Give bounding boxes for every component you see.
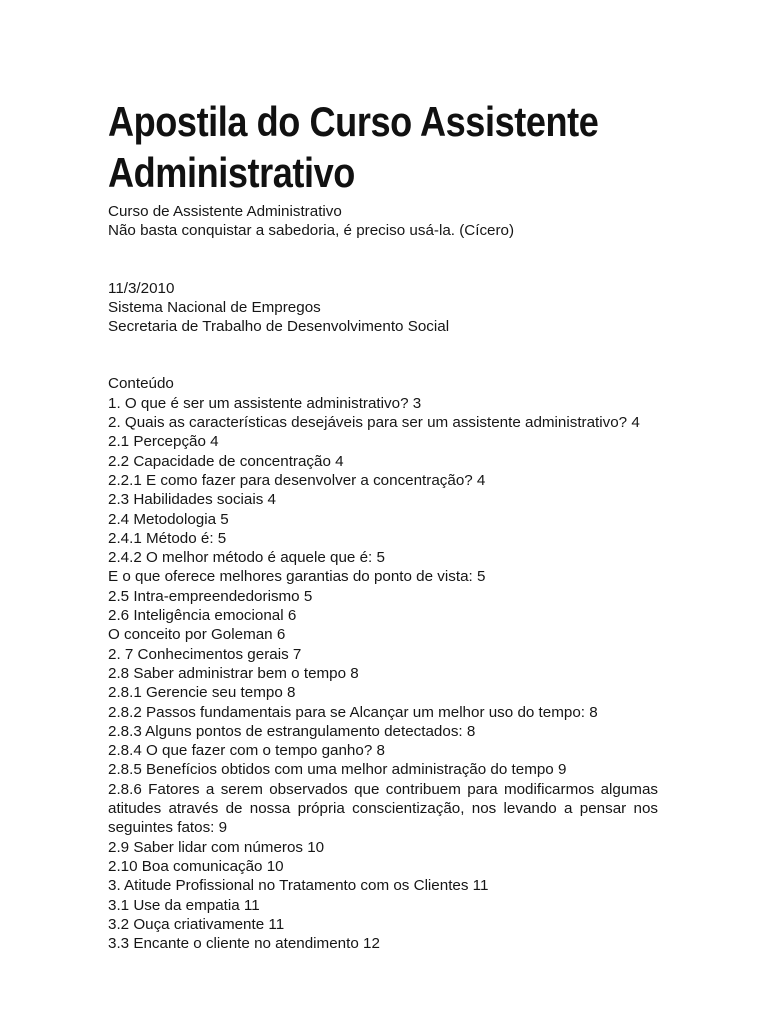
toc-entry: O conceito por Goleman 6 bbox=[108, 626, 286, 644]
document-title-line-2: Administrativo bbox=[108, 149, 355, 196]
toc-entry: 2.3 Habilidades sociais 4 bbox=[108, 491, 277, 509]
toc-entry: 2.6 Inteligência emocional 6 bbox=[108, 607, 297, 625]
organization-name: Sistema Nacional de Empregos bbox=[108, 298, 321, 316]
toc-entry: 2. 7 Conhecimentos gerais 7 bbox=[108, 645, 302, 663]
document-title-line-1: Apostila do Curso Assistente bbox=[108, 98, 599, 145]
toc-entry: 2.9 Saber lidar com números 10 bbox=[108, 838, 325, 856]
toc-entry: 2.8.2 Passos fundamentais para se Alcançar um melhor uso do tempo: 8 bbox=[108, 703, 598, 721]
toc-entry: 2.10 Boa comunicação 10 bbox=[108, 857, 284, 875]
toc-entry: 2. Quais as características desejáveis para ser um assistente administrativo? 4 bbox=[108, 414, 640, 432]
toc-entry: 3.2 Ouça criativamente 11 bbox=[108, 915, 285, 933]
toc-entry: 2.5 Intra-empreendedorismo 5 bbox=[108, 587, 313, 605]
toc-entry: 1. O que é ser um assistente administrativo? 3 bbox=[108, 394, 422, 412]
table-of-contents bbox=[108, 374, 658, 953]
toc-entry: 2.4.1 Método é: 5 bbox=[108, 529, 227, 547]
toc-entry: 2.2 Capacidade de concentração 4 bbox=[108, 452, 344, 470]
toc-entry: 2.8.6 Fatores a serem observados que contribuem para modificarmos algumas atitudes através de nossa própria conscientização, nos levando a pensar nos seguintes fatos: 9 bbox=[108, 780, 658, 837]
toc-entry: E o que oferece melhores garantias do ponto de vista: 5 bbox=[108, 568, 486, 586]
toc-entry: 3. Atitude Profissional no Tratamento com os Clientes 11 bbox=[108, 877, 489, 895]
toc-entry: 2.8.3 Alguns pontos de estrangulamento detectados: 8 bbox=[108, 722, 476, 740]
toc-entry: 2.8.1 Gerencie seu tempo 8 bbox=[108, 684, 296, 702]
organization-department: Secretaria de Trabalho de Desenvolvimento Social bbox=[108, 318, 450, 336]
toc-entry: 2.2.1 E como fazer para desenvolver a concentração? 4 bbox=[108, 471, 486, 489]
subtitle-block bbox=[108, 202, 658, 241]
toc-entry: 2.4.2 O melhor método é aquele que é: 5 bbox=[108, 549, 385, 567]
toc-entry: 2.8.5 Benefícios obtidos com uma melhor administração do tempo 9 bbox=[108, 761, 567, 779]
toc-entry: 3.3 Encante o cliente no atendimento 12 bbox=[108, 935, 380, 953]
toc-entry: 2.1 Percepção 4 bbox=[108, 433, 219, 451]
toc-entry: 2.8 Saber administrar bem o tempo 8 bbox=[108, 664, 359, 682]
toc-entry: 2.8.4 O que fazer com o tempo ganho? 8 bbox=[108, 742, 385, 760]
metadata-block bbox=[108, 279, 658, 337]
course-name: Curso de Assistente Administrativo bbox=[108, 203, 342, 220]
toc-entry: 3.1 Use da empatia 11 bbox=[108, 896, 260, 914]
document-page bbox=[108, 96, 658, 953]
document-title bbox=[108, 96, 658, 198]
toc-heading: Conteúdo bbox=[108, 375, 174, 393]
toc-entry: 2.4 Metodologia 5 bbox=[108, 510, 229, 528]
document-date: 11/3/2010 bbox=[108, 279, 175, 297]
quote: Não basta conquistar a sabedoria, é preciso usá-la. (Cícero) bbox=[108, 222, 515, 240]
